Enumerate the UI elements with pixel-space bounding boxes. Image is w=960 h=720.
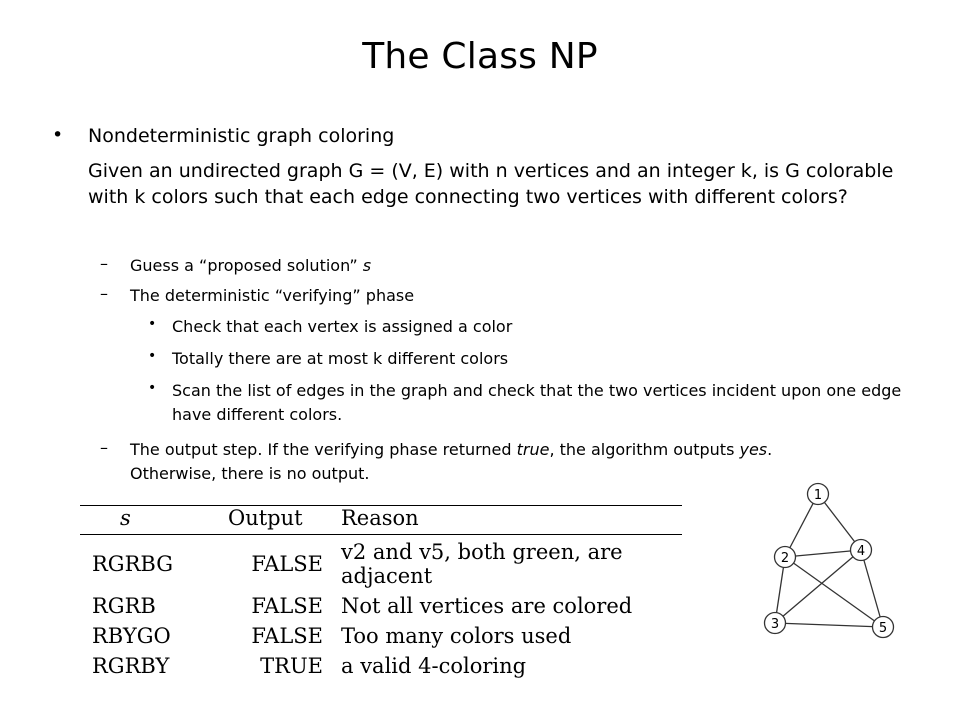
check-item: Scan the list of edges in the graph and check that the two vertices incident upon one edge have different colors. [172,381,902,424]
graph-node [808,484,829,505]
graph-node-label: 4 [856,544,866,559]
graph-node [765,613,786,634]
sub-bullet-marker: • [148,316,157,332]
step-output-text: . [767,440,773,459]
cell-reason: Too many colors used [341,624,572,648]
cell-output: FALSE [251,594,323,618]
step-output-line2: Otherwise, there is no output. [130,464,370,483]
step-output-true: true [516,440,550,459]
header-s-label: s [120,506,131,530]
step-output-text: The output step. If the verifying phase returned [130,440,517,459]
header-output: Output [228,506,303,530]
graph-node-label: 2 [780,551,790,566]
graph-edge [785,550,861,557]
cell-reason: Not all vertices are colored [341,594,633,618]
cell-output: FALSE [251,552,323,576]
cell-output: TRUE [260,654,323,678]
header-reason: Reason [341,506,419,530]
cell-reason: a valid 4-coloring [341,654,527,678]
cell-solution: RGRBY [92,654,170,678]
bullet-marker: • [52,124,64,146]
cell-solution: RGRBG [92,552,173,576]
check-item: Totally there are at most k different colors [172,349,509,368]
cell-solution: RBYGO [92,624,171,648]
graph-node-label: 5 [878,621,888,636]
step-output-yes: yes [739,440,768,459]
step-verify: The deterministic “verifying” phase [130,286,415,305]
problem-paragraph: Given an undirected graph G = (V, E) with n vertices and an integer k, is G colorable with k colors such that each edge connecting two vertices with different colors? [88,160,894,208]
dash-marker: – [100,438,108,457]
step-guess-var: s [362,256,372,275]
graph-node [851,540,872,561]
cell-solution: RGRB [92,594,156,618]
graph-edge [775,623,883,627]
graph-node [873,617,894,638]
dash-marker: – [100,254,108,273]
graph-edge [861,550,883,627]
check-item: Check that each vertex is assigned a color [172,317,513,336]
sub-bullet-marker: • [148,380,157,396]
graph-edge [785,557,883,627]
graph-node-label: 1 [813,488,823,503]
sub-bullet-marker: • [148,348,157,364]
graph-node-label: 3 [770,617,780,632]
dash-marker: – [100,284,108,303]
step-guess-text: Guess a “proposed solution” [130,256,363,275]
cell-reason: v2 and v5, both green, are adjacent [341,540,623,588]
graph-node [775,547,796,568]
bullet-heading: Nondeterministic graph coloring [88,125,395,147]
step-output-text: , the algorithm outputs [549,440,740,459]
cell-output: FALSE [251,624,323,648]
graph-nodes [765,484,894,638]
slide-title: The Class NP [362,36,598,77]
